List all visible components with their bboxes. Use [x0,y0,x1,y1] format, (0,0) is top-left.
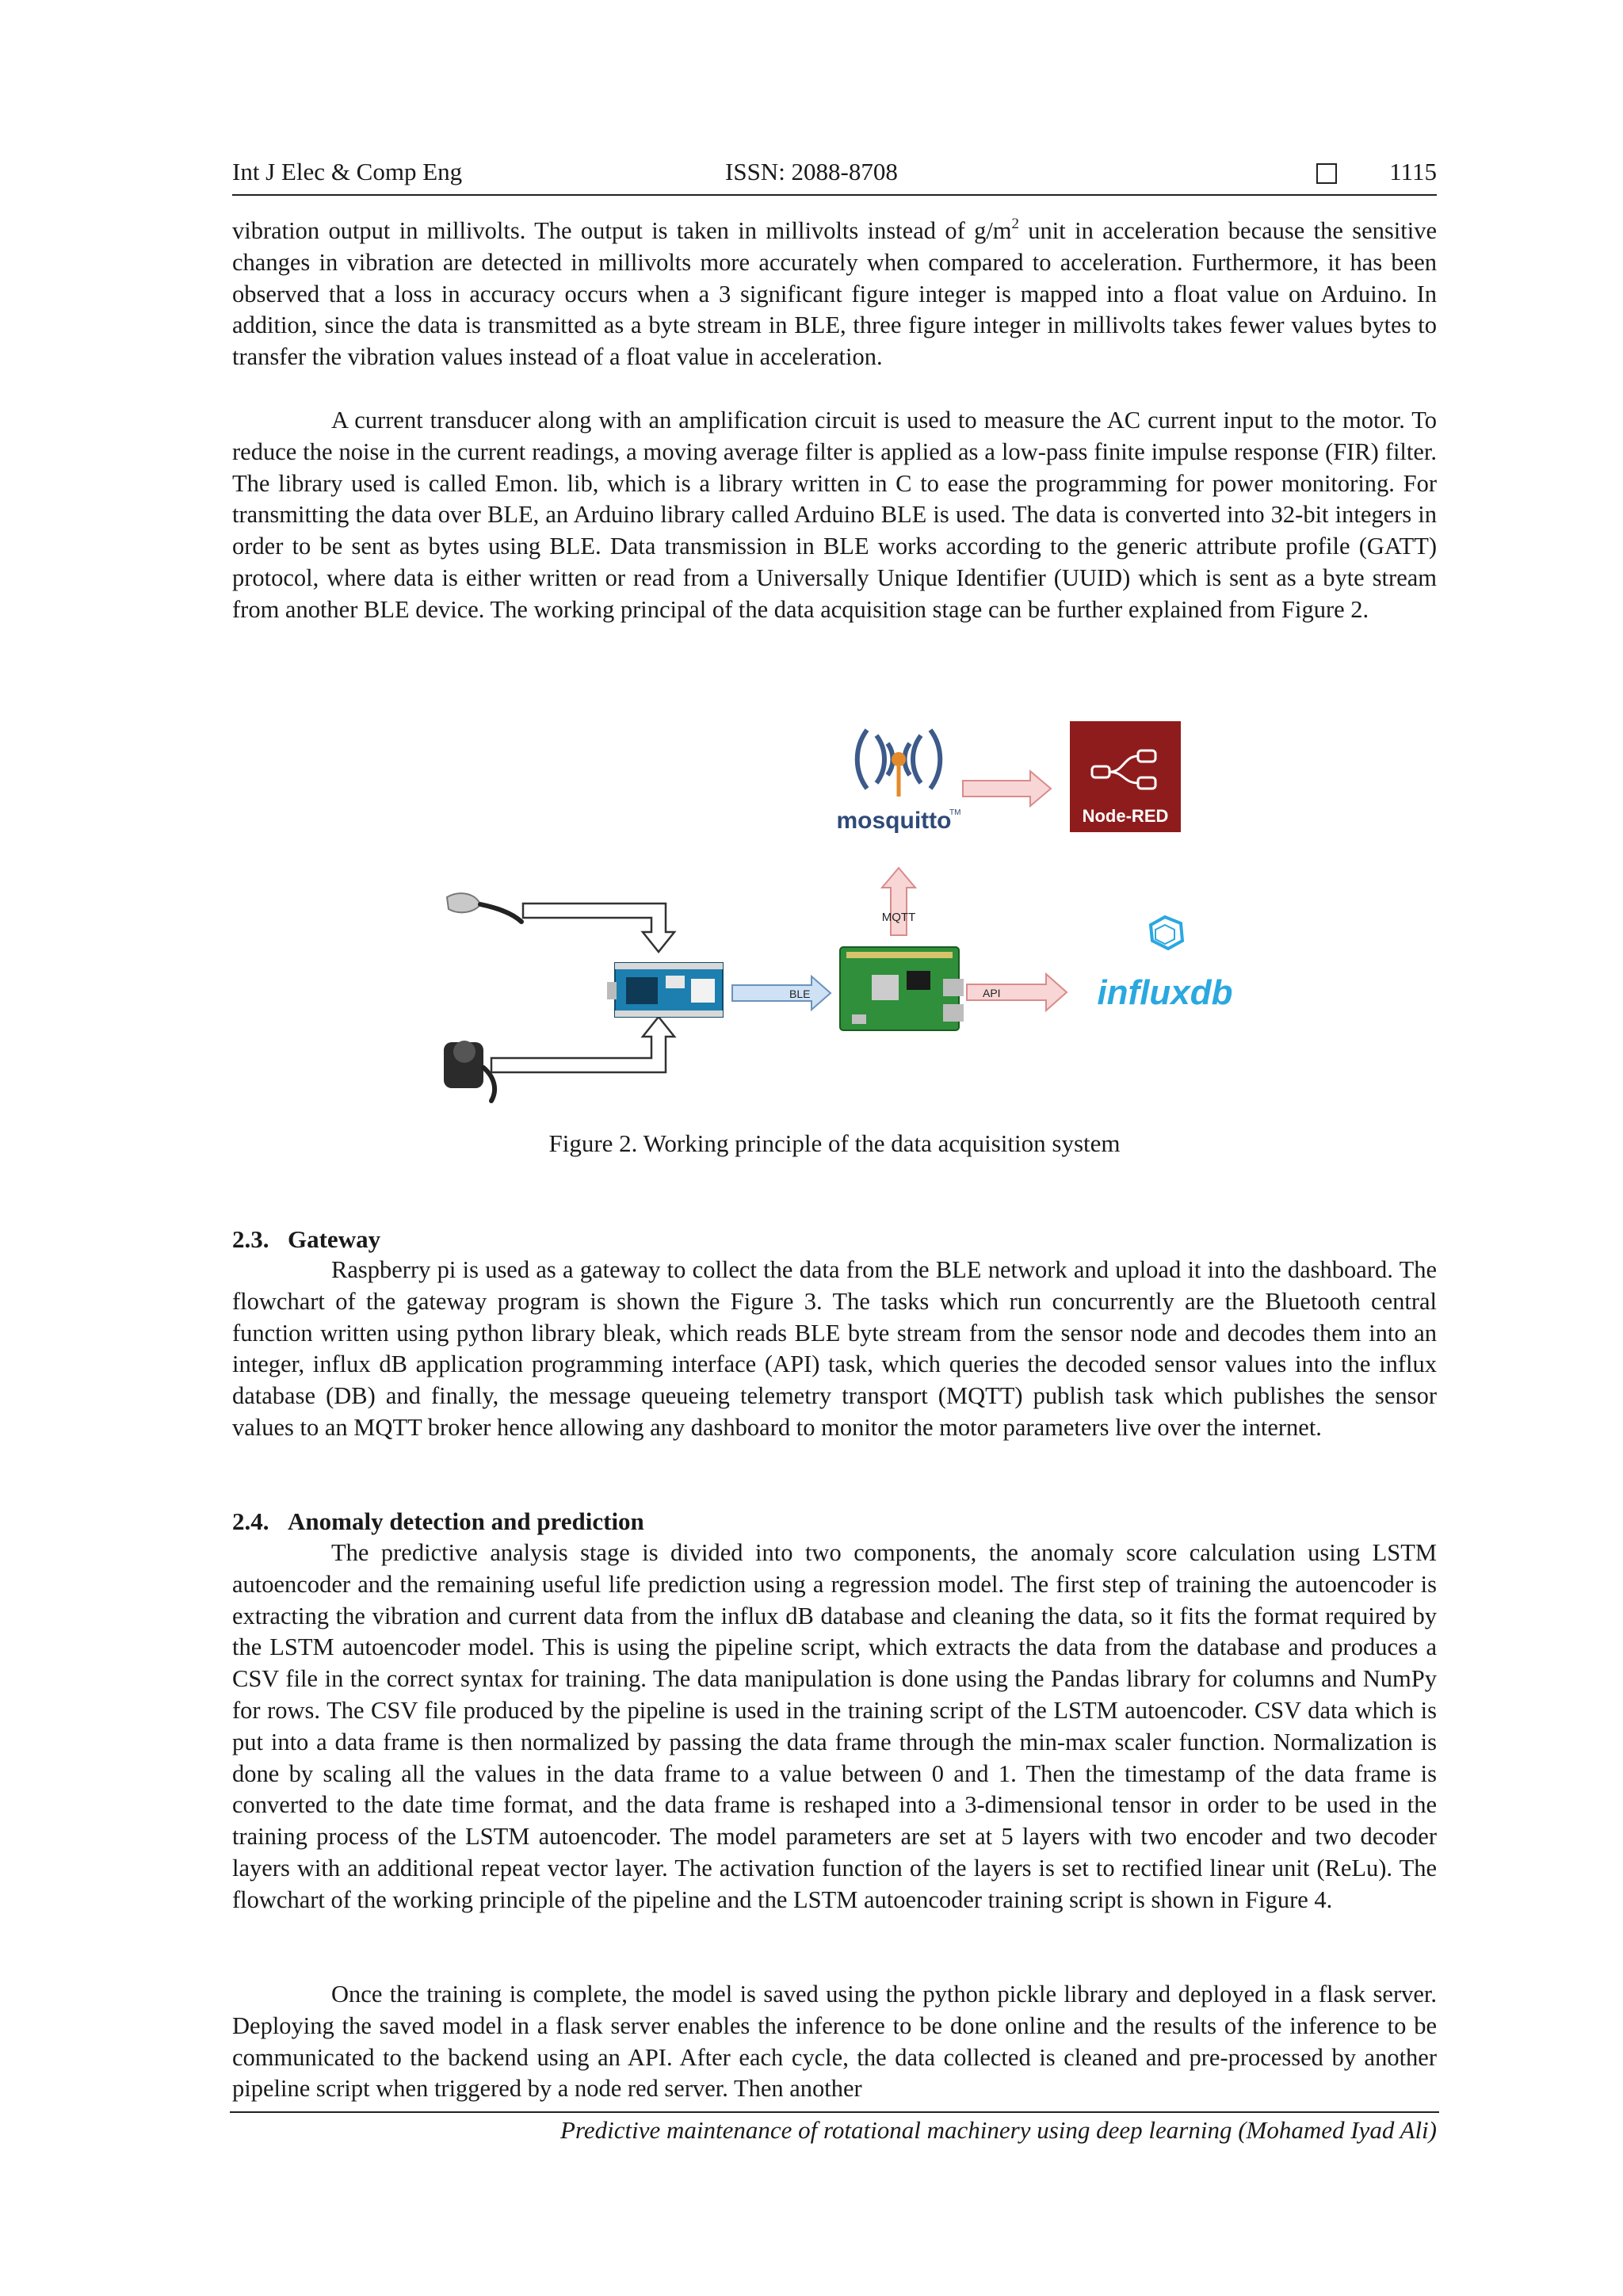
arrow-transducer-to-arduino [491,1017,674,1072]
section-number: 2.3. [232,1225,269,1253]
mosquitto-logo-icon [837,730,961,834]
mqtt-arrow [882,868,916,935]
ble-arrow [732,976,831,1010]
paragraph-current-transducer: A current transducer along with an amplification circuit is used to measure the AC current input to the motor. To reduce the noise in the current readings, a moving average filter is applied as a low-pass finite impulse response (FIR) filter. The library used is called Emon. lib, which is a library written in C to ease the programming for power monitoring. For transmitting the data over BLE, an Arduino library called Arduino BLE is used. The data is converted into 32-bit integers in order to be sent as bytes using BLE. Data transmission in BLE works according to the generic attribute profile (GATT) protocol, where data is either written or read from a Universally Unique Identifier (UUID) which is sent as a byte stream from another BLE device. The working principal of the data acquisition stage can be further explained from Figure 2. [232,407,1437,623]
footer-rule [230,2111,1439,2113]
node-red-label: Node-RED [1082,806,1169,826]
trademark-label: TM [949,808,961,817]
running-header [232,153,1437,196]
paragraph-vibration-output [232,216,1437,373]
page-number: 1115 [1389,158,1437,185]
section-heading-gateway [232,1225,380,1254]
arduino-board-icon [607,963,723,1017]
paragraph-training-complete: Once the training is complete, the model is saved using the python pickle library and deployed in a flask server. Deploying the saved model in a flask server enables the inference to be done online and the results of the inference to be communicated to the backend using an API. After each cycle, the data collected is cleaned and pre-processed by another pipeline script when triggered by a node red server. Then another [232,1981,1437,2103]
current-transducer-icon [444,1041,495,1101]
node-red-logo-icon [1070,721,1181,832]
section-number: 2.4. [232,1507,269,1535]
running-footer: Predictive maintenance of rotational machinery using deep learning (Mohamed Iyad Ali) [560,2116,1437,2144]
paragraph-text: unit in acceleration because the sensitive changes in vibration are detected in millivolts more accurately when compared to acceleration. Furthermore, it has been observed that a loss in accuracy occurs when a 3 significant figure integer is mapped into a float value on Arduino. In addition, since the data is transmitted as a byte stream in BLE, three figure integer in millivolts takes fewer values bytes to transfer the vibration values instead of a float value in acceleration. [232,217,1437,371]
section-title: Anomaly detection and prediction [288,1507,644,1535]
vibration-sensor-icon [447,893,521,922]
section-heading-anomaly [232,1507,644,1536]
arrow-mosquitto-to-nodered [963,771,1051,806]
paragraph-text: vibration output in millivolts. The output is taken in millivolts instead of g/m [232,217,1012,244]
mosquitto-label: mosquitto [836,808,952,834]
checkbox-square-icon [1316,163,1337,184]
api-arrow [967,974,1067,1010]
ble-label: BLE [789,988,811,1000]
journal-name: Int J Elec & Comp Eng [232,158,463,185]
mqtt-label: MQTT [881,911,916,924]
paragraph-gateway: Raspberry pi is used as a gateway to collect the data from the BLE network and upload it into the dashboard. The flowchart of the gateway program is shown the Figure 3. The tasks which run concurrently are the Bluetooth central function written using python library bleak, which reads BLE byte stream from the sensor node and decodes them into an integer, influx dB application programming interface (API) task, which queries the decoded sensor values into the influx database (DB) and finally, the message queueing telemetry transport (MQTT) publish task which publishes the sensor values to an MQTT broker hence allowing any dashboard to monitor the motor parameters live over the internet. [232,1256,1437,1441]
figure-2-diagram [428,709,1236,1106]
influxdb-label: influxdb [1097,973,1233,1012]
raspberry-pi-icon [840,947,964,1030]
influxdb-logo-icon [1097,917,1232,1012]
superscript: 2 [1011,215,1019,232]
paragraph-predictive-analysis: The predictive analysis stage is divided into two components, the anomaly score calculation using LSTM autoencoder and the remaining useful life prediction using a regression model. The first step of training the autoencoder is extracting the vibration and current data from the influx dB database and cleaning the data, so it fits the format required by the LSTM autoencoder model. This is using the pipeline script, which extracts the data from the database and produces a CSV file in the correct syntax for training. The data manipulation is done using the Pandas library for columns and NumPy for rows. The CSV file produced by the pipeline is used in the training script of the LSTM autoencoder. CSV data which is put into a data frame is then normalized by passing the data frame through the min-max scaler function. Normalization is done by scaling all the values in the data frame to a value between 0 and 1. Then the timestamp of the data frame is converted to the date time format, and the data frame is reshaped into a 3-dimensional tensor in order to be used in the training process of the LSTM autoencoder. The model parameters are set at 5 layers with two encoder and two decoder layers with an additional repeat vector layer. The activation function of the layers is set to rectified linear unit (ReLu). The flowchart of the working principle of the pipeline and the LSTM autoencoder training script is shown in Figure 4. [232,1539,1437,1913]
issn: ISSN: 2088-8708 [725,158,898,185]
api-label: API [983,987,1001,999]
figure-2-caption: Figure 2. Working principle of the data acquisition system [548,1129,1121,1157]
section-title: Gateway [288,1225,381,1253]
arrow-sensor-to-arduino [523,904,674,952]
